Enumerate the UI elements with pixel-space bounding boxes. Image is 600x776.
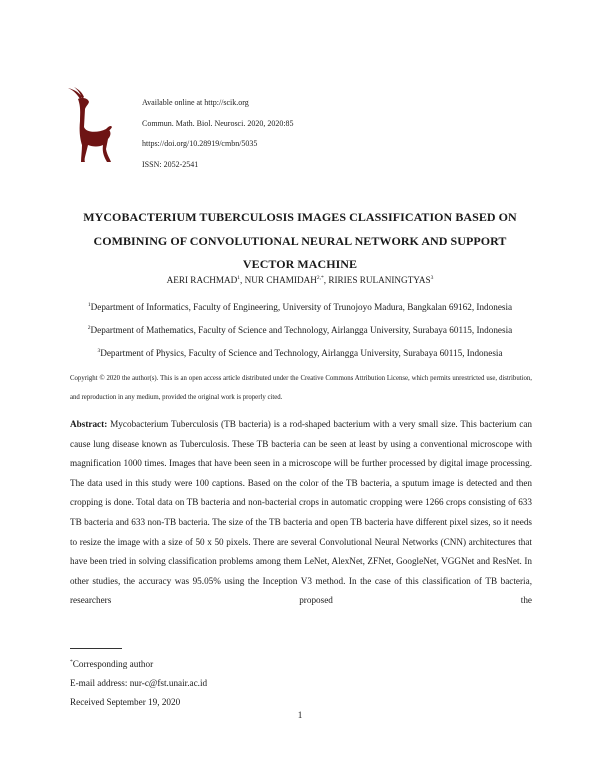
footnote-divider xyxy=(70,648,122,649)
author-mark: 3 xyxy=(430,275,434,281)
abstract xyxy=(70,415,532,611)
abstract-text: Mycobacterium Tuberculosis (TB bacteria) is a rod-shaped bacterium with a very small size. This bacterium can cause lung disease known as Tuberculosis. These TB bacteria can be seen at least by using a conventional microscope with magnification 1000 times. Images that have been seen in a microscope will be further processed by digital image processing. The data used in this study were 100 captions. Based on the color of the TB bacteria, a sputum image is detected and then cropping is done. Total data on TB bacteria and non-bacterial crops in automatic cropping were 1266 crops consisting of 633 TB bacteria and 633 non-TB bacteria. The size of the TB bacteria and open TB bacteria have different pixel sizes, so it needs to resize the image with a size of 50 x 50 pixels. There are several Convolutional Neural Networks (CNN) architectures that have been tried in solving classification problems among them LeNet, AlexNet, ZFNet, GoogleNet, VGGNet and ResNet. In other studies, the accuracy was 95.05% using the Inception V3 method. In the case of this classification of TB bacteria, researchers proposed the xyxy=(70,419,533,606)
author-name: RIRIES RULANINGTYAS xyxy=(328,275,431,285)
journal-reference: Commun. Math. Biol. Neurosci. 2020, 2020:85 xyxy=(142,118,294,128)
received-date: Received September 19, 2020 xyxy=(70,697,181,707)
email-address[interactable]: E-mail address: nur-c@fst.unair.ac.id xyxy=(70,678,208,688)
doi-link[interactable]: https://doi.org/10.28919/cmbn/5035 xyxy=(142,139,258,148)
header-info xyxy=(142,93,294,175)
affiliation-text: Department of Informatics, Faculty of Engineering, University of Trunojoyo Madura, Bangkalan 69162, Indonesia xyxy=(90,302,513,312)
affiliation xyxy=(0,325,600,335)
author-name: AERI RACHMAD xyxy=(166,275,238,285)
corresponding-mark: * xyxy=(70,659,73,665)
affiliation-mark: 2 xyxy=(87,325,91,331)
author-name: NUR CHAMIDAH xyxy=(244,275,317,285)
copyright-notice: Copyright © 2020 the author(s). This is an open access article distributed under the Creative Commons Attribution License, which permits unrestricted use, distribution, and reproduction in any medium, provided the original work is properly cited. xyxy=(70,375,532,401)
gazelle-logo-icon xyxy=(66,87,112,163)
author-mark: 2,* xyxy=(316,275,324,281)
page-number: 1 xyxy=(297,710,303,720)
author-separator: , xyxy=(240,275,245,285)
affiliation xyxy=(0,348,600,358)
paper-title xyxy=(40,206,560,277)
corresponding-author-note xyxy=(70,655,207,674)
title-line: MYCOBACTERIUM TUBERCULOSIS IMAGES CLASSIFICATION BASED ON xyxy=(83,210,517,224)
title-line: COMBINING OF CONVOLUTIONAL NEURAL NETWORK AND SUPPORT xyxy=(93,233,507,248)
author-separator: , xyxy=(323,275,329,285)
author-list xyxy=(0,275,600,285)
title-line: VECTOR MACHINE xyxy=(242,257,358,271)
abstract-label: Abstract: xyxy=(70,419,108,429)
affiliation-mark: 1 xyxy=(87,302,91,308)
author-mark: 1 xyxy=(237,275,241,281)
corresponding-author-text: Corresponding author xyxy=(72,659,154,669)
issn: ISSN: 2052-2541 xyxy=(142,159,199,169)
affiliation-mark: 3 xyxy=(97,348,101,354)
available-online-link[interactable]: Available online at http://scik.org xyxy=(142,98,249,107)
footnotes xyxy=(70,655,207,712)
affiliation-text: Department of Physics, Faculty of Science and Technology, Airlangga University, Surabaya 60115, Indonesia xyxy=(100,348,503,358)
affiliation xyxy=(0,302,600,312)
affiliation-text: Department of Mathematics, Faculty of Science and Technology, Airlangga University, Surabaya 60115, Indonesia xyxy=(90,325,513,335)
